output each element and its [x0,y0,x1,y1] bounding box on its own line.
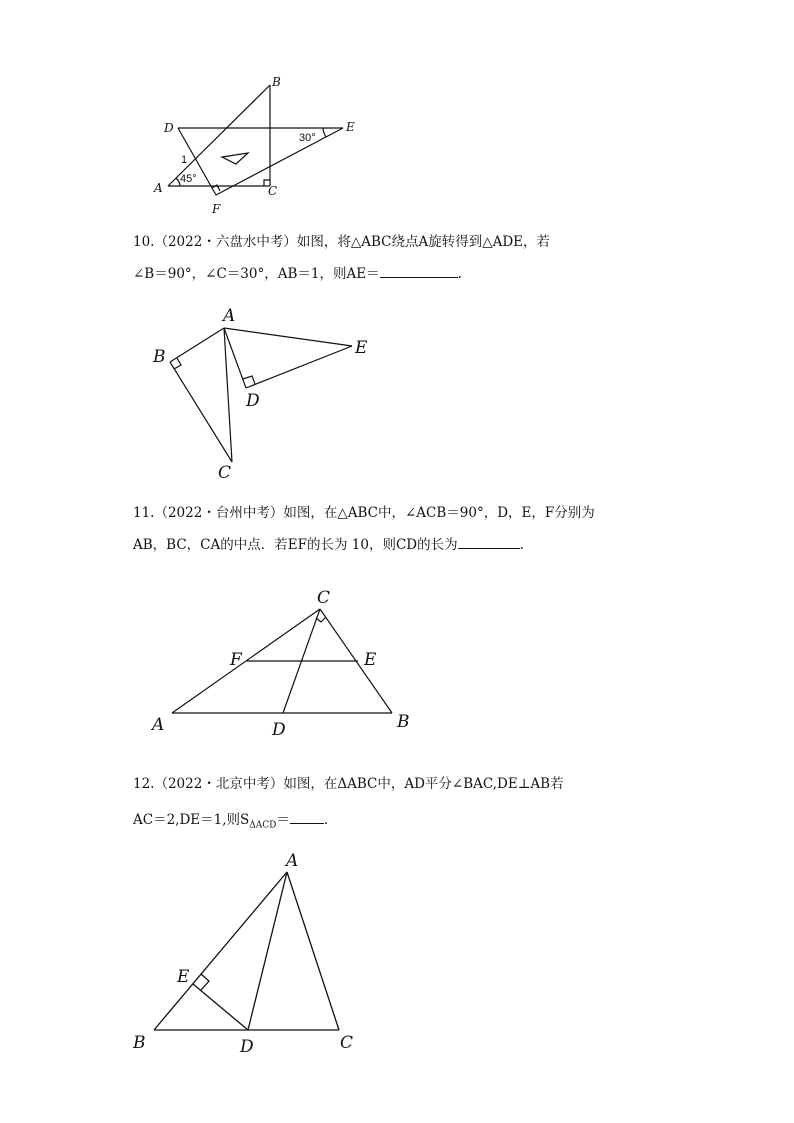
label-c: C [317,588,331,608]
q12-line1: 12.（2022・北京中考）如图，在ΔABC中，AD平分∠BAC,DE⊥AB若 [133,776,564,792]
line-de [193,984,248,1030]
q10-end: . [457,266,462,282]
label-d: D [164,121,174,135]
label-e: E [346,120,355,134]
label-f: F [212,202,221,216]
label-e: E [355,338,368,358]
label-d: D [240,1037,254,1057]
q12-end: . [323,812,329,828]
label-b: B [133,1033,146,1053]
label-c: C [340,1033,354,1053]
angle-label-30: 30° [299,132,316,144]
angle-label-1: 1 [181,154,188,166]
label-f: F [230,650,242,670]
label-b: B [272,75,281,89]
angle-label-45: 45° [180,173,197,185]
right-angle-e [201,974,209,990]
label-a: A [223,306,236,326]
label-e: E [364,650,377,670]
label-c: C [218,463,232,483]
q11-line1: 11.（2022・台州中考）如图，在△ABC中，∠ACB＝90°，D，E，F分别为 [133,505,595,521]
q10-line1: 10.（2022・六盘水中考）如图，将△ABC绕点A旋转得到△ADE，若 [133,234,551,250]
q11-end: . [519,537,524,553]
label-e: E [177,967,190,987]
q12-line2-text: AC＝2,DE＝1,则S [133,812,250,828]
label-b: B [153,347,166,367]
line-ac [287,872,339,1030]
label-a: A [152,715,165,735]
label-a: A [286,851,299,871]
label-d: D [246,391,260,411]
label-b: B [397,712,410,732]
q11-line2-text: AB，BC，CA的中点．若EF的长为 10，则CD的长为 [133,537,458,553]
q12-line2-subscript: ΔACD [249,820,277,831]
q12-line2-eq: ＝ [276,812,290,828]
label-a: A [154,181,163,195]
label-d: D [272,720,286,740]
q10-line2-text: ∠B＝90°，∠C＝30°，AB＝1，则AE＝ [133,266,380,282]
label-c: C [268,184,278,198]
